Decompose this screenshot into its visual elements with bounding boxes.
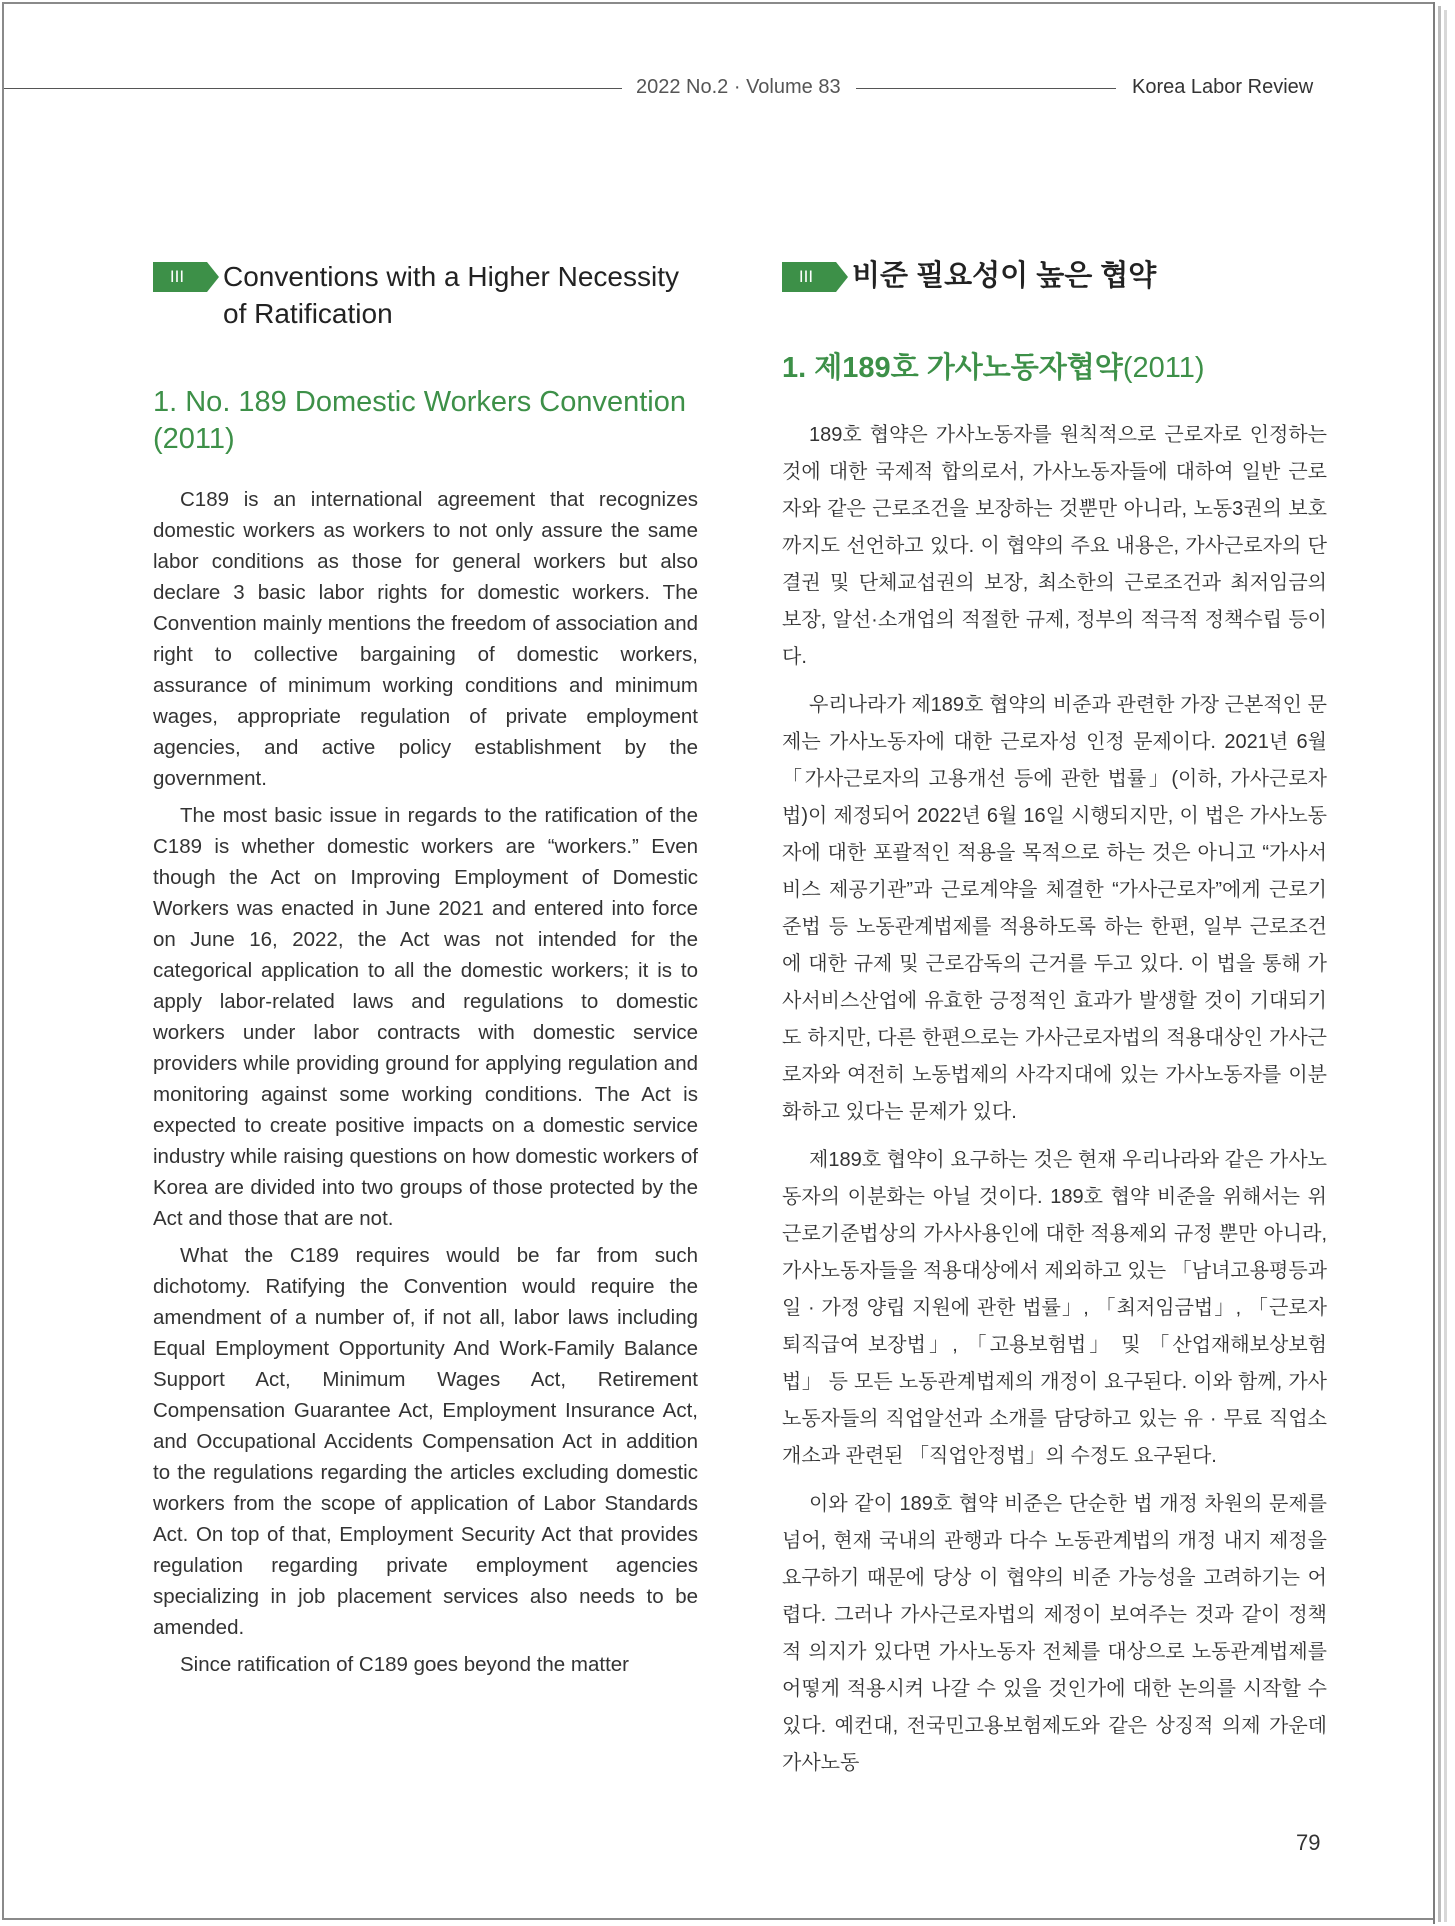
subsection-title-text: 1. 제189호 가사노동자협약 <box>782 352 1123 384</box>
page-edge <box>1438 6 1441 1922</box>
paragraph: Since ratification of C189 goes beyond the matter <box>180 1653 629 1676</box>
page-edge <box>1444 10 1447 1922</box>
paragraph: What the C189 requires would be far from such dichotomy. Ratifying the Convention would require the amendment of a number of, if not all, labor laws including Equal Employment Opportunity And Work-Family Balance Support Act, Minimum Wages Act, Retirement Compensation Guarantee Act, Employment Insurance Act, and Occupational Accidents Compensation Act in addition to the regulations regarding the articles excluding domestic workers from the scope of application of Labor Standards Act. On top of that, Employment Security Act that provides regulation regarding private employment agencies specializing in job placement services also needs to be amended. <box>153 1244 698 1639</box>
section-number: III <box>798 267 814 286</box>
section-number: III <box>169 267 185 286</box>
paragraph: 우리나라가 제189호 협약의 비준과 관련한 가장 근본적인 문제는 가사노동자에 대한 근로자성 인정 문제이다. 2021년 6월 「가사근로자의 고용개선 등에 관한 법률」(이하, 가사근로자법)이 제정되어 2022년 6월 16일 시행되지만, 이 법은 가사노동자에 대한 포괄적인 적용을 목적으로 하는 것은 아니고 “가사서비스 제공기관”과 근로계약을 체결한 “가사근로자”에게 근로기준법 등 노동관계법제를 적용하도록 하는 한편, 일부 근로조건에 대한 규제 및 근로감독의 근거를 두고 있다. 이 법을 통해 가사서비스산업에 유효한 긍정적인 효과가 발생할 것이 기대되기도 하지만, 다른 한편으로는 가사근로자법의 적용대상인 가사근로자와 여전히 노동법제의 사각지대에 있는 가사노동자를 이분화하고 있다는 문제가 있다. <box>782 694 1327 1123</box>
section-number-badge <box>153 262 207 292</box>
header-rule <box>856 88 1116 89</box>
paragraph: 이와 같이 189호 협약 비준은 단순한 법 개정 차원의 문제를 넘어, 현재 국내의 관행과 다수 노동관계법의 개정 내지 제정을 요구하기 때문에 당상 이 협약의 비준 가능성을 고려하기는 어렵다. 그러나 가사근로자법의 제정이 보여주는 것과 같이 정책적 의지가 있다면 가사노동자 전체를 대상으로 노동관계법제를 어떻게 적용시켜 나갈 수 있을 것인가에 대한 논의를 시작할 수 있다. 예컨대, 전국민고용보험제도와 같은 상징적 의제 가운데 가사노동 <box>782 1493 1327 1774</box>
section-heading <box>782 258 1327 298</box>
korean-column <box>782 258 1327 1782</box>
issue-label: 2022 No.2 · Volume 83 <box>636 76 841 98</box>
paragraph: 제189호 협약이 요구하는 것은 현재 우리나라와 같은 가사노동자의 이분화는 아닐 것이다. 189호 협약 비준을 위해서는 위 근로기준법상의 가사사용인에 대한 적용제외 규정 뿐만 아니라, 가사노동자들을 적용대상에서 제외하고 있는 「남녀고용평등과 일 · 가정 양립 지원에 관한 법률」, 「최저임금법」, 「근로자퇴직급여 보장법」, 「고용보험법」 및 「산업재해보상보험법」 등 모든 노동관계법제의 개정이 요구된다. 이와 함께, 가사노동자들의 직업알선과 소개를 담당하고 있는 유 · 무료 직업소개소과 관련된 「직업안정법」의 수정도 요구된다. <box>782 1149 1327 1467</box>
journal-title: Korea Labor Review <box>1132 76 1314 98</box>
paragraph: The most basic issue in regards to the ratification of the C189 is whether domestic workers are “workers.” Even though the Act on Improving Employment of Domestic Workers was enacted in June 2021 and entered into force on June 16, 2022, the Act was not intended for the categorical application to all the domestic workers; it is to apply labor-related laws and regulations to domestic workers under labor contracts with domestic service providers while providing ground for applying regulation and monitoring against some working conditions. The Act is expected to create positive impacts on a domestic service industry while raising questions on how domestic workers of Korea are divided into two groups of those protected by the Act and those that are not. <box>153 804 698 1230</box>
page-edge <box>1433 2 1435 1924</box>
english-column <box>153 258 698 1680</box>
subsection-year: (2011) <box>153 423 235 455</box>
page-number: 79 <box>1296 1830 1321 1855</box>
section-number-badge <box>782 262 836 292</box>
subsection-title-text: 1. No. 189 Domestic Workers Convention <box>153 386 686 418</box>
running-header <box>0 76 1326 102</box>
section-heading <box>153 258 698 332</box>
subsection-title <box>153 384 698 458</box>
header-rule <box>4 88 622 89</box>
subsection-title <box>782 350 1327 387</box>
subsection-year: (2011) <box>1122 352 1205 384</box>
paragraph: 189호 협약은 가사노동자를 원칙적으로 근로자로 인정하는 것에 대한 국제적 합의로서, 가사노동자들에 대하여 일반 근로자와 같은 근로조건을 보장하는 것뿐만 아니라, 노동3권의 보호까지도 선언하고 있다. 이 협약의 주요 내용은, 가사근로자의 단결권 및 단체교섭권의 보장, 최소한의 근로조건과 최저임금의 보장, 알선·소개업의 적절한 규제, 정부의 적극적 정책수립 등이다. <box>782 424 1327 668</box>
section-title: Conventions with a Higher Necessity of Ratification <box>223 261 679 329</box>
paragraph: C189 is an international agreement that recognizes domestic workers as workers to not only assure the same labor conditions as those for general workers but also declare 3 basic labor rights for domestic workers. The Convention mainly mentions the freedom of association and right to collective bargaining of domestic workers, assurance of minimum working conditions and minimum wages, appropriate regulation of private employment agencies, and active policy establishment by the government. <box>153 488 698 790</box>
section-title: 비준 필요성이 높은 협약 <box>852 260 1157 292</box>
